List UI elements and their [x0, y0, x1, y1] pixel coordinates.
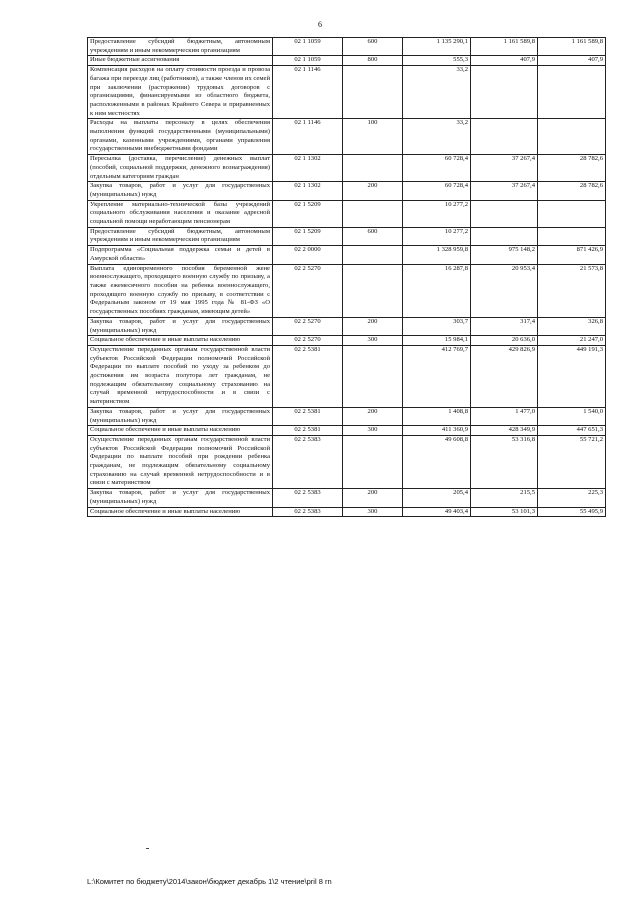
row-amount-2017-cell: 326,8: [538, 317, 606, 335]
row-amount-2016-cell: 428 349,9: [471, 426, 538, 436]
row-expense-type-cell: 300: [343, 507, 403, 517]
row-code-cell: 02 1 1302: [273, 182, 343, 200]
row-amount-2016-cell: 53 101,3: [471, 507, 538, 517]
row-expense-type-cell: [343, 264, 403, 317]
row-amount-2017-cell: 1 540,0: [538, 407, 606, 425]
row-amount-2015-cell: 10 277,2: [403, 227, 471, 245]
row-amount-2015-cell: 49 608,8: [403, 435, 471, 488]
row-code-cell: 02 1 1302: [273, 155, 343, 182]
table-row: [88, 38, 606, 56]
row-amount-2016-cell: 429 826,9: [471, 345, 538, 407]
row-amount-2017-cell: [538, 200, 606, 227]
row-amount-2015-cell: 411 360,9: [403, 426, 471, 436]
table-row: [88, 435, 606, 488]
row-amount-2015-cell: 1 135 290,1: [403, 38, 471, 56]
row-expense-type-cell: 600: [343, 38, 403, 56]
row-expense-type-cell: [343, 200, 403, 227]
row-expense-type-cell: [343, 246, 403, 264]
row-amount-2015-cell: 49 403,4: [403, 507, 471, 517]
budget-table-body: [88, 38, 606, 517]
row-amount-2016-cell: [471, 119, 538, 155]
row-code-cell: 02 2 5381: [273, 345, 343, 407]
row-name-cell: Социальное обеспечение и иные выплаты населению: [88, 507, 273, 517]
row-amount-2015-cell: 10 277,2: [403, 200, 471, 227]
row-amount-2017-cell: 55 721,2: [538, 435, 606, 488]
table-row: [88, 182, 606, 200]
row-code-cell: 02 1 1146: [273, 119, 343, 155]
row-code-cell: 02 2 5381: [273, 426, 343, 436]
row-amount-2016-cell: 37 267,4: [471, 182, 538, 200]
row-amount-2016-cell: 1 161 589,8: [471, 38, 538, 56]
row-amount-2015-cell: 412 769,7: [403, 345, 471, 407]
row-expense-type-cell: [343, 155, 403, 182]
row-name-cell: Укрепление материально-технической базы учреждений социального обслуживания населения и оказание адресной социальной помощи неработающим пенсионерам: [88, 200, 273, 227]
row-amount-2015-cell: 555,3: [403, 56, 471, 66]
row-expense-type-cell: [343, 435, 403, 488]
row-amount-2015-cell: 60 728,4: [403, 182, 471, 200]
row-amount-2017-cell: 55 495,9: [538, 507, 606, 517]
row-code-cell: 02 2 0000: [273, 246, 343, 264]
row-amount-2015-cell: 16 287,8: [403, 264, 471, 317]
table-row: [88, 407, 606, 425]
table-row: [88, 119, 606, 155]
page-number: 6: [318, 20, 322, 29]
budget-table: [87, 37, 606, 517]
row-name-cell: Закупка товаров, работ и услуг для государственных (муниципальных) нужд: [88, 182, 273, 200]
row-amount-2016-cell: 53 316,8: [471, 435, 538, 488]
row-amount-2016-cell: 317,4: [471, 317, 538, 335]
row-name-cell: Закупка товаров, работ и услуг для государственных (муниципальных) нужд: [88, 317, 273, 335]
row-amount-2016-cell: 37 267,4: [471, 155, 538, 182]
row-expense-type-cell: [343, 345, 403, 407]
row-amount-2015-cell: 1 328 959,8: [403, 246, 471, 264]
table-row: [88, 426, 606, 436]
row-code-cell: 02 2 5270: [273, 317, 343, 335]
row-expense-type-cell: 200: [343, 407, 403, 425]
row-name-cell: Выплата единовременного пособия беременной жене военнослужащего, проходящего военную службу по призыву, а также ежемесячного пособия на ребенка военнослужащего, проходящего военную службу по призыву, в соответствии с Федеральным законом от 19 мая 1995 года № 81-ФЗ «О государственных пособиях гражданам, имеющим детей»: [88, 264, 273, 317]
footer-file-path: L:\Комитет по бюджету\2014\закон\бюджет декабрь 1\2 чтение\pril 8 rn: [87, 877, 332, 886]
row-amount-2016-cell: 1 477,0: [471, 407, 538, 425]
row-code-cell: 02 2 5381: [273, 407, 343, 425]
table-row: [88, 246, 606, 264]
row-expense-type-cell: 800: [343, 56, 403, 66]
row-code-cell: 02 2 5270: [273, 264, 343, 317]
row-amount-2017-cell: 21 573,8: [538, 264, 606, 317]
table-row: [88, 227, 606, 245]
row-amount-2016-cell: [471, 66, 538, 119]
table-row: [88, 66, 606, 119]
row-amount-2015-cell: 60 728,4: [403, 155, 471, 182]
row-code-cell: 02 1 5209: [273, 200, 343, 227]
pen-mark: [146, 846, 149, 849]
row-name-cell: Расходы на выплаты персоналу в целях обеспечения выполнения функций государственными (муниципальными) органами, казенными учреждениями, органами управления государственными внебюджетными фондами: [88, 119, 273, 155]
row-expense-type-cell: 200: [343, 182, 403, 200]
row-expense-type-cell: 300: [343, 426, 403, 436]
row-name-cell: Социальное обеспечение и иные выплаты населению: [88, 336, 273, 346]
row-amount-2016-cell: 215,5: [471, 489, 538, 507]
row-name-cell: Социальное обеспечение и иные выплаты населению: [88, 426, 273, 436]
row-name-cell: Закупка товаров, работ и услуг для государственных (муниципальных) нужд: [88, 489, 273, 507]
row-amount-2017-cell: [538, 66, 606, 119]
row-amount-2017-cell: 28 782,6: [538, 155, 606, 182]
row-expense-type-cell: [343, 66, 403, 119]
row-code-cell: 02 2 5383: [273, 435, 343, 488]
row-amount-2015-cell: 15 984,1: [403, 336, 471, 346]
row-amount-2017-cell: 21 247,0: [538, 336, 606, 346]
row-name-cell: Осуществление переданных органам государственной власти субъектов Российской Федерации полномочий Российской Федерации по выплате пособий при рождении ребенка гражданам, не подлежащим обязательному социальному страхованию на случай временной нетрудоспособности и в связи с материнством: [88, 435, 273, 488]
row-amount-2016-cell: [471, 200, 538, 227]
row-name-cell: Закупка товаров, работ и услуг для государственных (муниципальных) нужд: [88, 407, 273, 425]
row-amount-2017-cell: 1 161 589,8: [538, 38, 606, 56]
row-expense-type-cell: 300: [343, 336, 403, 346]
row-amount-2016-cell: 975 148,2: [471, 246, 538, 264]
row-code-cell: 02 1 5209: [273, 227, 343, 245]
row-name-cell: Предоставление субсидий бюджетным, автономным учреждениям и иным некоммерческим организациям: [88, 227, 273, 245]
row-name-cell: Осуществление переданных органам государственной власти субъектов Российской Федерации полномочий Российской Федерации по выплате пособий по уходу за ребенком до достижения им возраста полутора лет гражданам, не подлежащим обязательному социальному страхованию на случай временной нетрудоспособности и в связи с материнством: [88, 345, 273, 407]
row-amount-2017-cell: 449 191,3: [538, 345, 606, 407]
row-name-cell: Компенсация расходов на оплату стоимости проезда и провоза багажа при переезде лиц (работников), а также членов их семей при заключении (расторжении) трудовых договоров с организациями, финансируемыми из областного бюджета, расположенными в районах Крайнего Севера и приравненных к ним местностях: [88, 66, 273, 119]
row-amount-2017-cell: 407,9: [538, 56, 606, 66]
row-amount-2017-cell: 28 782,6: [538, 182, 606, 200]
row-expense-type-cell: 200: [343, 317, 403, 335]
row-name-cell: Иные бюджетные ассигнования: [88, 56, 273, 66]
row-amount-2015-cell: 205,4: [403, 489, 471, 507]
row-code-cell: 02 1 1059: [273, 56, 343, 66]
row-amount-2017-cell: 871 426,9: [538, 246, 606, 264]
row-amount-2016-cell: 20 636,0: [471, 336, 538, 346]
table-row: [88, 56, 606, 66]
row-amount-2016-cell: 407,9: [471, 56, 538, 66]
table-row: [88, 336, 606, 346]
row-amount-2015-cell: 33,2: [403, 66, 471, 119]
row-code-cell: 02 2 5270: [273, 336, 343, 346]
row-name-cell: Предоставление субсидий бюджетным, автономным учреждениям и иным некоммерческим организациям: [88, 38, 273, 56]
row-name-cell: Пересылка (доставка, перечисление) денежных выплат (пособий, социальной поддержки, денежного вознаграждения) отдельным категориям граждан: [88, 155, 273, 182]
row-amount-2015-cell: 303,7: [403, 317, 471, 335]
table-row: [88, 507, 606, 517]
row-amount-2016-cell: 20 953,4: [471, 264, 538, 317]
row-code-cell: 02 2 5383: [273, 507, 343, 517]
row-code-cell: 02 1 1059: [273, 38, 343, 56]
row-expense-type-cell: 200: [343, 489, 403, 507]
row-amount-2017-cell: 447 651,3: [538, 426, 606, 436]
table-row: [88, 264, 606, 317]
row-amount-2017-cell: [538, 227, 606, 245]
row-code-cell: 02 1 1146: [273, 66, 343, 119]
row-amount-2015-cell: 1 408,8: [403, 407, 471, 425]
table-row: [88, 489, 606, 507]
row-name-cell: Подпрограмма «Социальная поддержка семьи и детей в Амурской области»: [88, 246, 273, 264]
row-amount-2015-cell: 33,2: [403, 119, 471, 155]
row-expense-type-cell: 100: [343, 119, 403, 155]
row-amount-2017-cell: 225,3: [538, 489, 606, 507]
row-code-cell: 02 2 5383: [273, 489, 343, 507]
table-row: [88, 155, 606, 182]
table-row: [88, 345, 606, 407]
row-amount-2016-cell: [471, 227, 538, 245]
table-row: [88, 317, 606, 335]
row-amount-2017-cell: [538, 119, 606, 155]
table-row: [88, 200, 606, 227]
row-expense-type-cell: 600: [343, 227, 403, 245]
